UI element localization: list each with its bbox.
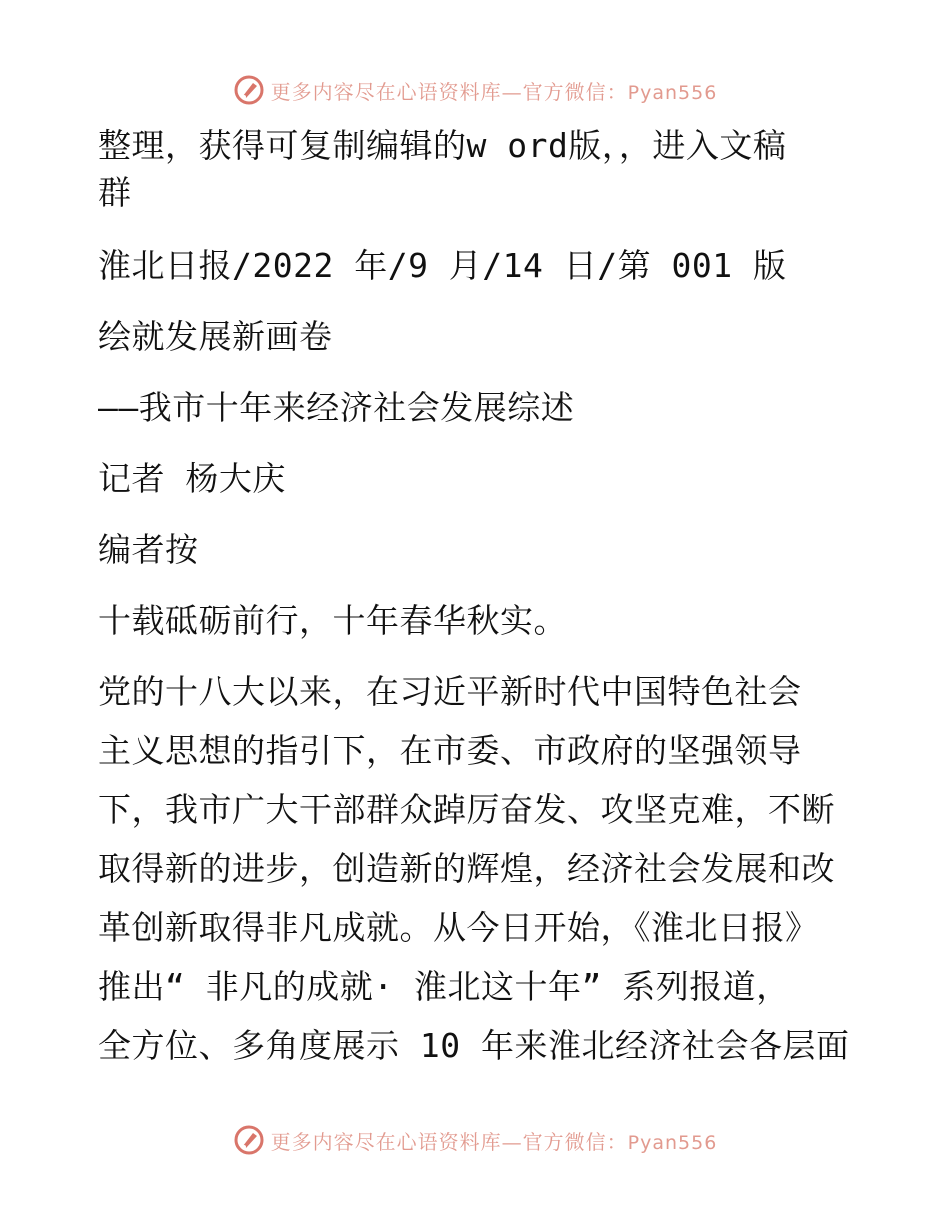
watermark-footer — [0, 1120, 950, 1160]
text-line: 推出“ 非凡的成就· 淮北这十年” 系列报道， — [98, 967, 790, 1006]
document-body — [98, 122, 858, 1069]
watermark-account: Pyan556 — [627, 1131, 718, 1154]
text-line: 党的十八大以来，在习近平新时代中国特色社会 — [98, 672, 802, 711]
dateline: 淮北日报/2022 年/9 月/14 日/第 001 版 — [98, 246, 787, 285]
watermark-account: Pyan556 — [627, 81, 718, 104]
article-title: 绘就发展新画卷 — [98, 317, 333, 356]
pen-nib-icon — [233, 74, 265, 106]
text-line: 十载砥砺前行，十年春华秋实。 — [98, 601, 567, 640]
text-line: 下，我市广大干部群众踔厉奋发、攻坚克难，不断 — [98, 790, 835, 829]
pen-nib-icon — [233, 1124, 265, 1156]
watermark-text: 更多内容尽在心语资料库—官方微信：Pyan556 — [270, 79, 718, 104]
text-line: 取得新的进步，创造新的辉煌，经济社会发展和改 — [98, 849, 835, 888]
text-line: 整理，获得可复制编辑的w ord版，，进入文稿 — [98, 126, 787, 165]
editor-note-heading: 编者按 — [98, 530, 199, 569]
text-line: 革创新取得非凡成就。从今日开始，《淮北日报》 — [98, 908, 819, 947]
text-line: 主义思想的指引下，在市委、市政府的坚强领导 — [98, 731, 802, 770]
watermark-header — [0, 70, 950, 110]
watermark-text: 更多内容尽在心语资料库—官方微信：Pyan556 — [270, 1129, 718, 1154]
text-line: 群 — [98, 173, 132, 212]
article-subtitle: ——我市十年来经济社会发展综述 — [98, 388, 575, 427]
text-line: 全方位、多角度展示 10 年来淮北经济社会各层面 — [98, 1026, 850, 1065]
byline: 记者 杨大庆 — [98, 459, 286, 498]
